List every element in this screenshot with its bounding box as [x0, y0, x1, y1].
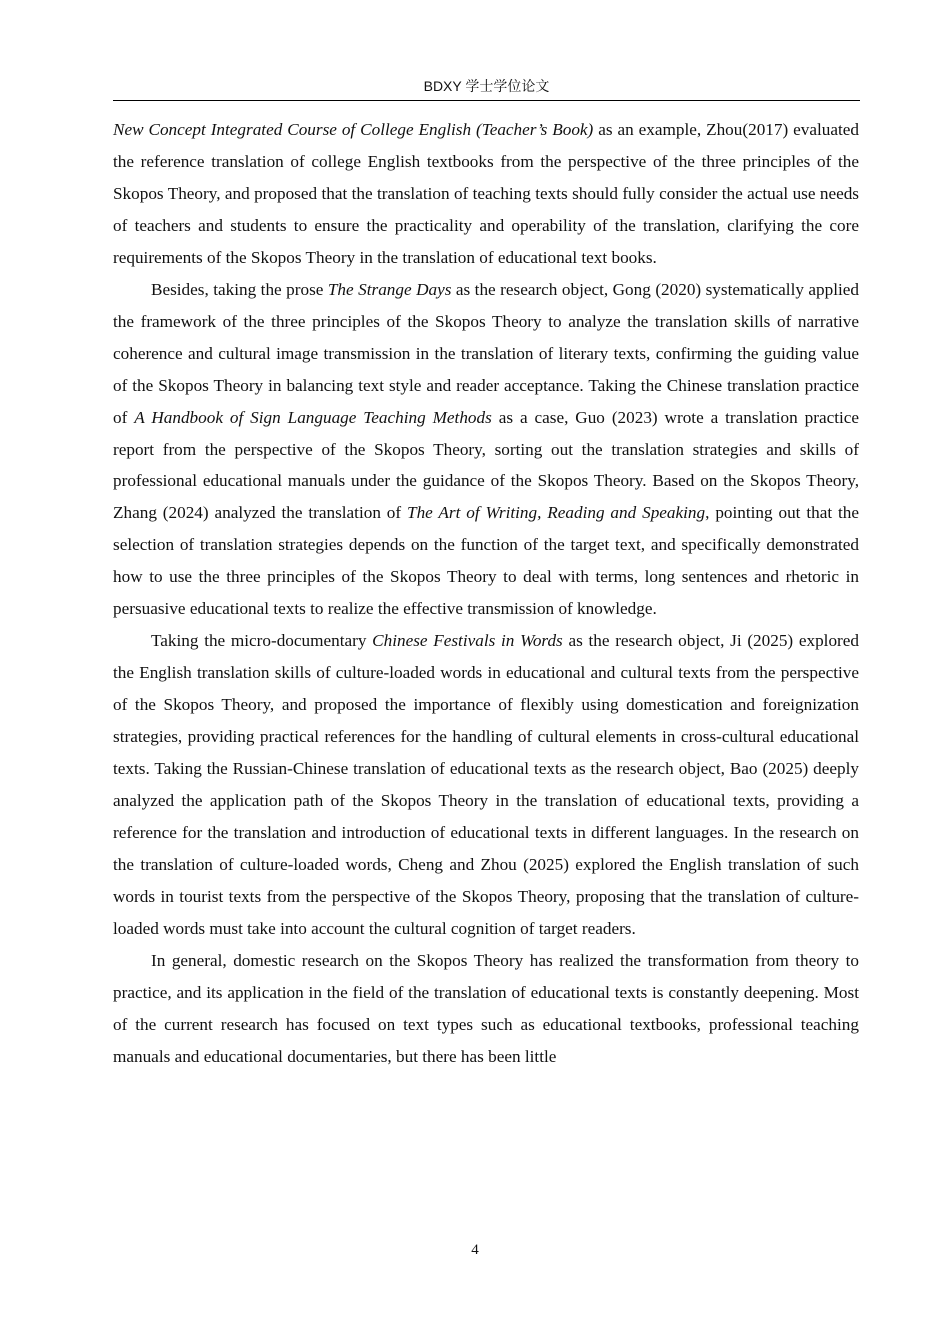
- text-run: , pointing out that the selection of translation strategies depends on the function of the target text, and specifically demonstrated how to use the three principles of the Skopos Theory to deal with terms, long sentences and rhetoric in persuasive educational texts to realize the effective transmission of knowledge.: [113, 503, 860, 619]
- italic-title: The Strange Days: [327, 279, 452, 299]
- paragraph: [113, 625, 859, 945]
- italic-title: The Art of Writing, Reading and Speaking: [407, 503, 706, 523]
- text-run: Taking the micro-documentary: [151, 631, 373, 651]
- page-number: 4: [471, 1242, 479, 1258]
- text-run: Besides, taking the prose: [151, 279, 328, 299]
- text-run: In general, domestic research on the Skopos Theory has realized the transformation from theory to practice, and its application in the field of the translation of educational texts is constantly deepening. Most of the current research has focused on text types such as educational textbooks, professional teaching manuals and educational documentaries, but there has been little: [113, 950, 859, 1066]
- italic-title: Chinese Festivals in Words: [372, 631, 563, 651]
- body-text: [113, 114, 859, 1073]
- text-run: as an example, Zhou(2017) evaluated the reference translation of college English textbooks from the perspective of the three principles of the Skopos Theory, and proposed that the translation of teaching texts should fully consider the actual use needs of teachers and students to ensure the practicality and operability of the translation, clarifying the core requirements of the Skopos Theory in the translation of educational text books.: [113, 120, 859, 267]
- text-run: as the research object, Ji (2025) explored the English translation skills of culture-loaded words in educational and cultural texts from the perspective of the Skopos Theory, and proposed the importance of flexibly using domestication and foreignization strategies, providing practical references for the handling of cultural elements in cross-cultural educational texts. Taking the Russian-Chinese translation of educational texts as the research object, Bao (2025) deeply analyzed the application path of the Skopos Theory in the translation of educational texts, providing a reference for the translation and introduction of educational texts in different languages. In the research on the translation of culture-loaded words, Cheng and Zhou (2025) explored the English translation of such words in tourist texts from the perspective of the Skopos Theory, proposing that the translation of culture-loaded words must take into account the cultural cognition of target readers.: [113, 631, 859, 938]
- paragraph: [113, 274, 859, 625]
- running-header: BDXY 学士学位论文: [423, 78, 550, 94]
- text-run: as the research object, Gong (2020) systematically applied the framework of the three principles of the Skopos Theory to analyze the translation skills of narrative coherence and cultural image transmission in the translation of literary texts, confirming the guiding value of the Skopos Theory in balancing text style and reader acceptance. Taking the Chinese translation practice of: [113, 279, 860, 427]
- header-rule: [113, 100, 860, 101]
- text-run: as a case, Guo (2023) wrote a translation practice report from the perspective of the Skopos Theory, sorting out the translation strategies and skills of professional educational manuals under the guidance of the Skopos Theory. Based on the Skopos Theory, Zhang (2024) analyzed the translation of: [113, 407, 860, 523]
- paragraph: [113, 114, 859, 274]
- italic-title: A Handbook of Sign Language Teaching Methods: [134, 407, 492, 427]
- italic-title: New Concept Integrated Course of College English (Teacher’s Book): [113, 120, 594, 139]
- paragraph: [113, 945, 859, 1073]
